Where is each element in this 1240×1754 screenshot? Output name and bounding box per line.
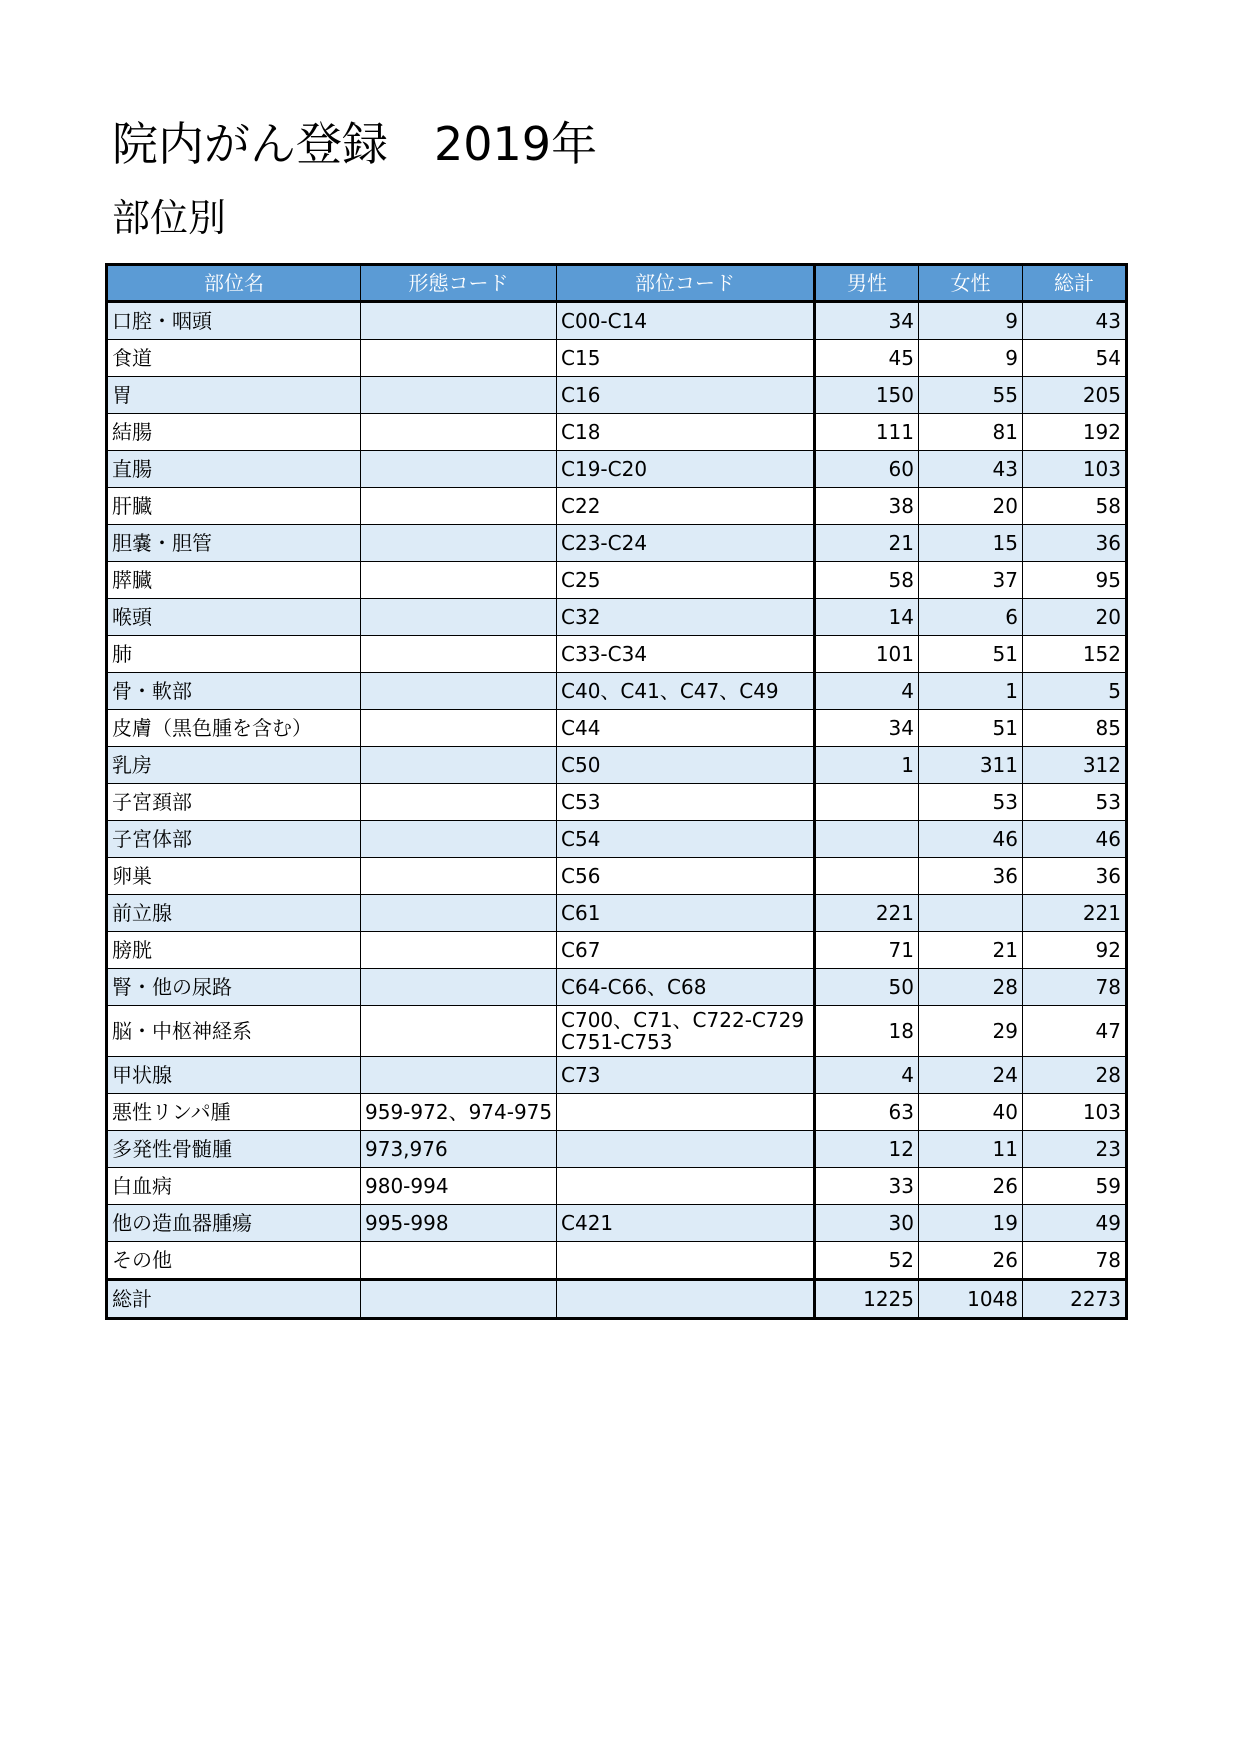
site-code-cell: C73 — [557, 1057, 815, 1094]
site-code-cell: C25 — [557, 562, 815, 599]
female-count-cell: 15 — [919, 525, 1023, 562]
morphology-code-cell — [361, 932, 557, 969]
morphology-code-cell — [361, 1057, 557, 1094]
male-count-cell: 1225 — [815, 1280, 919, 1319]
site-name-cell: 多発性骨髄腫 — [107, 1131, 361, 1168]
male-count-cell: 63 — [815, 1094, 919, 1131]
total-count-cell: 43 — [1023, 302, 1127, 340]
site-code-cell: C18 — [557, 414, 815, 451]
male-count-cell: 14 — [815, 599, 919, 636]
male-count-cell: 1 — [815, 747, 919, 784]
male-count-cell: 21 — [815, 525, 919, 562]
morphology-code-cell — [361, 525, 557, 562]
table-row — [107, 821, 1127, 858]
total-count-cell: 23 — [1023, 1131, 1127, 1168]
site-code-cell — [557, 1280, 815, 1319]
female-count-cell: 19 — [919, 1205, 1023, 1242]
male-count-cell: 38 — [815, 488, 919, 525]
table-row — [107, 969, 1127, 1006]
female-count-cell: 53 — [919, 784, 1023, 821]
site-code-cell: C44 — [557, 710, 815, 747]
site-name-cell: 白血病 — [107, 1168, 361, 1205]
cancer-registry-table — [105, 263, 1128, 1320]
male-count-cell: 12 — [815, 1131, 919, 1168]
site-code-cell: C54 — [557, 821, 815, 858]
morphology-code-cell — [361, 747, 557, 784]
site-code-cell: C19-C20 — [557, 451, 815, 488]
table-row — [107, 1006, 1127, 1057]
total-count-cell: 36 — [1023, 858, 1127, 895]
site-code-cell — [557, 1131, 815, 1168]
female-count-cell: 20 — [919, 488, 1023, 525]
total-count-cell: 5 — [1023, 673, 1127, 710]
site-name-cell: 脳・中枢神経系 — [107, 1006, 361, 1057]
male-count-cell — [815, 821, 919, 858]
site-name-cell: 骨・軟部 — [107, 673, 361, 710]
table-row — [107, 525, 1127, 562]
site-code-cell: C22 — [557, 488, 815, 525]
site-name-cell: 悪性リンパ腫 — [107, 1094, 361, 1131]
male-count-cell: 34 — [815, 710, 919, 747]
total-count-cell: 78 — [1023, 969, 1127, 1006]
female-count-cell: 43 — [919, 451, 1023, 488]
site-code-cell: C00-C14 — [557, 302, 815, 340]
table-row — [107, 673, 1127, 710]
page-subtitle: 部位別 — [112, 196, 227, 240]
morphology-code-cell — [361, 710, 557, 747]
table-row — [107, 488, 1127, 525]
male-count-cell: 45 — [815, 340, 919, 377]
female-count-cell: 1 — [919, 673, 1023, 710]
table-row — [107, 895, 1127, 932]
female-count-cell: 21 — [919, 932, 1023, 969]
morphology-code-cell — [361, 414, 557, 451]
table-row — [107, 747, 1127, 784]
total-count-cell: 152 — [1023, 636, 1127, 673]
female-count-cell: 311 — [919, 747, 1023, 784]
site-name-cell: 結腸 — [107, 414, 361, 451]
morphology-code-cell — [361, 340, 557, 377]
morphology-code-cell — [361, 969, 557, 1006]
site-name-cell: 膀胱 — [107, 932, 361, 969]
site-name-cell: 卵巣 — [107, 858, 361, 895]
site-name-cell: その他 — [107, 1242, 361, 1280]
site-code-cell: C40、C41、C47、C49 — [557, 673, 815, 710]
column-header: 部位コード — [557, 265, 815, 302]
site-name-cell: 肝臓 — [107, 488, 361, 525]
male-count-cell: 221 — [815, 895, 919, 932]
male-count-cell: 71 — [815, 932, 919, 969]
male-count-cell: 34 — [815, 302, 919, 340]
total-count-cell: 54 — [1023, 340, 1127, 377]
morphology-code-cell — [361, 488, 557, 525]
site-code-cell: C67 — [557, 932, 815, 969]
total-count-cell: 28 — [1023, 1057, 1127, 1094]
site-code-cell — [557, 1242, 815, 1280]
site-code-cell: C421 — [557, 1205, 815, 1242]
table-row — [107, 1242, 1127, 1280]
site-name-cell: 前立腺 — [107, 895, 361, 932]
site-name-cell: 子宮頚部 — [107, 784, 361, 821]
table-header-row — [107, 265, 1127, 302]
total-count-cell: 103 — [1023, 1094, 1127, 1131]
total-count-cell: 205 — [1023, 377, 1127, 414]
table-row — [107, 377, 1127, 414]
site-code-cell: C15 — [557, 340, 815, 377]
total-count-cell: 95 — [1023, 562, 1127, 599]
morphology-code-cell: 959-972、974-975 — [361, 1094, 557, 1131]
table-row — [107, 1094, 1127, 1131]
male-count-cell: 4 — [815, 1057, 919, 1094]
female-count-cell: 40 — [919, 1094, 1023, 1131]
male-count-cell: 111 — [815, 414, 919, 451]
morphology-code-cell — [361, 636, 557, 673]
table-row — [107, 1205, 1127, 1242]
female-count-cell: 51 — [919, 636, 1023, 673]
site-name-cell: 腎・他の尿路 — [107, 969, 361, 1006]
male-count-cell: 58 — [815, 562, 919, 599]
site-code-cell — [557, 1168, 815, 1205]
table-row — [107, 599, 1127, 636]
site-name-cell: 甲状腺 — [107, 1057, 361, 1094]
female-count-cell: 81 — [919, 414, 1023, 451]
site-code-cell: C53 — [557, 784, 815, 821]
site-code-cell: C16 — [557, 377, 815, 414]
male-count-cell: 50 — [815, 969, 919, 1006]
column-header: 形態コード — [361, 265, 557, 302]
site-name-cell: 喉頭 — [107, 599, 361, 636]
site-name-cell: 肺 — [107, 636, 361, 673]
total-count-cell: 36 — [1023, 525, 1127, 562]
female-count-cell: 51 — [919, 710, 1023, 747]
female-count-cell: 26 — [919, 1168, 1023, 1205]
female-count-cell: 29 — [919, 1006, 1023, 1057]
female-count-cell: 9 — [919, 340, 1023, 377]
table-row — [107, 562, 1127, 599]
female-count-cell: 28 — [919, 969, 1023, 1006]
site-code-cell: C56 — [557, 858, 815, 895]
total-row — [107, 1280, 1127, 1319]
site-code-cell: C61 — [557, 895, 815, 932]
female-count-cell: 37 — [919, 562, 1023, 599]
table-row — [107, 858, 1127, 895]
female-count-cell: 36 — [919, 858, 1023, 895]
page-title: 院内がん登録 2019年 — [112, 117, 598, 171]
site-code-cell: C50 — [557, 747, 815, 784]
morphology-code-cell — [361, 673, 557, 710]
morphology-code-cell: 995-998 — [361, 1205, 557, 1242]
total-count-cell: 53 — [1023, 784, 1127, 821]
total-count-cell: 58 — [1023, 488, 1127, 525]
table-row — [107, 1057, 1127, 1094]
morphology-code-cell — [361, 1280, 557, 1319]
female-count-cell: 1048 — [919, 1280, 1023, 1319]
column-header: 総計 — [1023, 265, 1127, 302]
morphology-code-cell — [361, 451, 557, 488]
total-count-cell: 85 — [1023, 710, 1127, 747]
morphology-code-cell — [361, 599, 557, 636]
site-name-cell: 食道 — [107, 340, 361, 377]
site-name-cell: 他の造血器腫瘍 — [107, 1205, 361, 1242]
site-code-cell: C700、C71、C722-C729 C751-C753 — [557, 1006, 815, 1057]
male-count-cell: 60 — [815, 451, 919, 488]
morphology-code-cell — [361, 302, 557, 340]
total-count-cell: 2273 — [1023, 1280, 1127, 1319]
morphology-code-cell — [361, 377, 557, 414]
table-row — [107, 340, 1127, 377]
female-count-cell: 11 — [919, 1131, 1023, 1168]
female-count-cell: 46 — [919, 821, 1023, 858]
site-code-cell: C32 — [557, 599, 815, 636]
column-header: 男性 — [815, 265, 919, 302]
male-count-cell — [815, 784, 919, 821]
male-count-cell: 33 — [815, 1168, 919, 1205]
female-count-cell: 9 — [919, 302, 1023, 340]
female-count-cell: 26 — [919, 1242, 1023, 1280]
table-row — [107, 451, 1127, 488]
table-row — [107, 636, 1127, 673]
morphology-code-cell — [361, 858, 557, 895]
total-count-cell: 59 — [1023, 1168, 1127, 1205]
site-name-cell: 乳房 — [107, 747, 361, 784]
table-row — [107, 710, 1127, 747]
female-count-cell — [919, 895, 1023, 932]
table-row — [107, 302, 1127, 340]
site-name-cell: 口腔・咽頭 — [107, 302, 361, 340]
table-row — [107, 1168, 1127, 1205]
site-code-cell: C33-C34 — [557, 636, 815, 673]
male-count-cell — [815, 858, 919, 895]
site-name-cell: 皮膚（黒色腫を含む） — [107, 710, 361, 747]
site-name-cell: 膵臓 — [107, 562, 361, 599]
total-count-cell: 78 — [1023, 1242, 1127, 1280]
male-count-cell: 18 — [815, 1006, 919, 1057]
morphology-code-cell — [361, 784, 557, 821]
total-count-cell: 312 — [1023, 747, 1127, 784]
male-count-cell: 30 — [815, 1205, 919, 1242]
site-name-cell: 直腸 — [107, 451, 361, 488]
male-count-cell: 150 — [815, 377, 919, 414]
total-count-cell: 20 — [1023, 599, 1127, 636]
total-count-cell: 46 — [1023, 821, 1127, 858]
morphology-code-cell: 980-994 — [361, 1168, 557, 1205]
table-row — [107, 784, 1127, 821]
total-count-cell: 103 — [1023, 451, 1127, 488]
morphology-code-cell — [361, 1242, 557, 1280]
table-row — [107, 932, 1127, 969]
morphology-code-cell — [361, 821, 557, 858]
female-count-cell: 55 — [919, 377, 1023, 414]
site-name-cell: 子宮体部 — [107, 821, 361, 858]
morphology-code-cell — [361, 1006, 557, 1057]
male-count-cell: 101 — [815, 636, 919, 673]
total-count-cell: 47 — [1023, 1006, 1127, 1057]
total-count-cell: 192 — [1023, 414, 1127, 451]
site-code-cell: C23-C24 — [557, 525, 815, 562]
site-code-cell: C64-C66、C68 — [557, 969, 815, 1006]
total-count-cell: 92 — [1023, 932, 1127, 969]
morphology-code-cell — [361, 562, 557, 599]
column-header: 女性 — [919, 265, 1023, 302]
male-count-cell: 52 — [815, 1242, 919, 1280]
female-count-cell: 24 — [919, 1057, 1023, 1094]
morphology-code-cell — [361, 895, 557, 932]
total-count-cell: 49 — [1023, 1205, 1127, 1242]
table-row — [107, 1131, 1127, 1168]
site-name-cell: 胆嚢・胆管 — [107, 525, 361, 562]
morphology-code-cell: 973,976 — [361, 1131, 557, 1168]
site-code-cell — [557, 1094, 815, 1131]
site-name-cell: 胃 — [107, 377, 361, 414]
site-name-cell: 総計 — [107, 1280, 361, 1319]
column-header: 部位名 — [107, 265, 361, 302]
male-count-cell: 4 — [815, 673, 919, 710]
total-count-cell: 221 — [1023, 895, 1127, 932]
female-count-cell: 6 — [919, 599, 1023, 636]
table-row — [107, 414, 1127, 451]
